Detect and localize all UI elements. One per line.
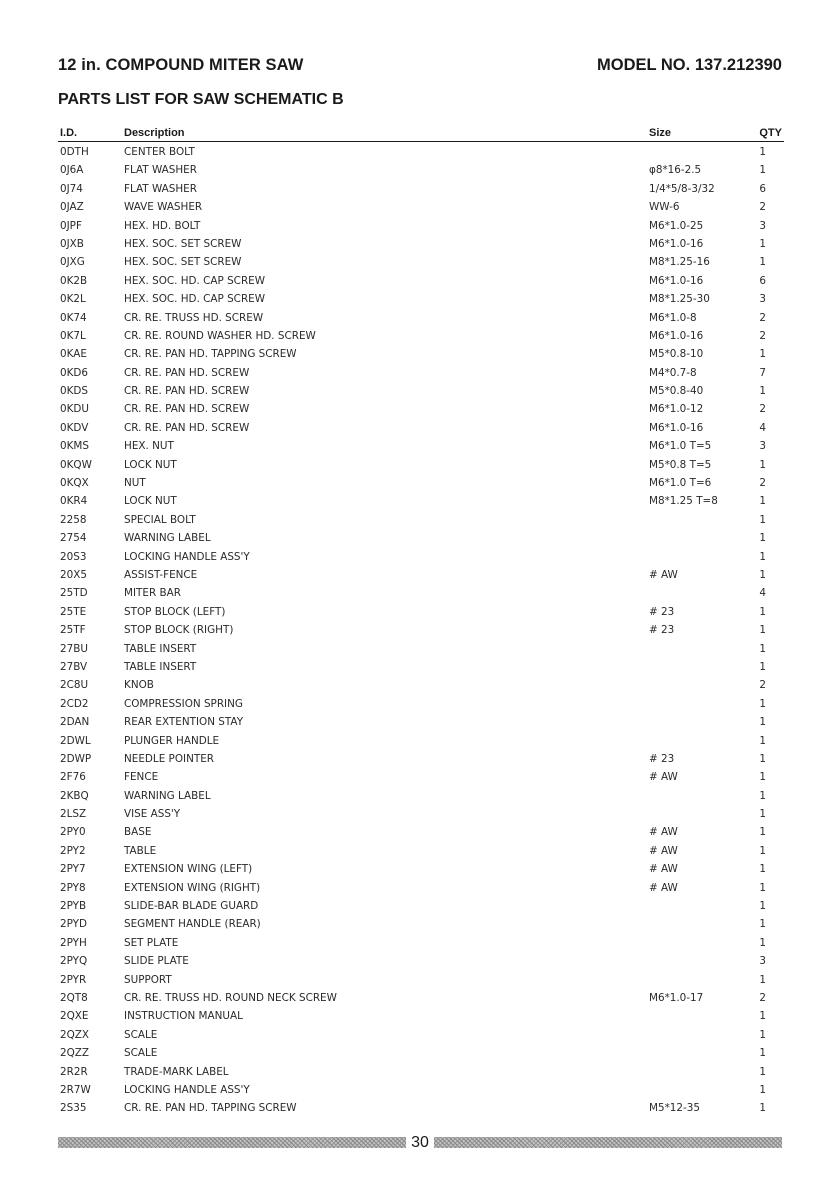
part-id: 2CD2 — [60, 697, 89, 710]
part-id: 20S3 — [60, 550, 87, 563]
part-qty: 1 — [759, 348, 766, 361]
part-size: # AW — [649, 881, 678, 894]
part-qty: 2 — [759, 679, 766, 692]
part-qty: 1 — [759, 146, 766, 158]
table-row — [58, 1007, 784, 1025]
part-qty: 1 — [759, 1083, 766, 1096]
table-row — [58, 952, 784, 970]
table-row — [58, 419, 784, 437]
part-description: HEX. SOC. SET SCREW — [124, 256, 242, 269]
part-id: 2QT8 — [60, 991, 88, 1004]
table-row — [58, 713, 784, 731]
part-size: # AW — [649, 844, 678, 857]
part-description: SUPPORT — [124, 973, 172, 986]
part-size: M4*0.7-8 — [649, 366, 697, 379]
page-footer — [58, 1133, 782, 1153]
part-description: CR. RE. TRUSS HD. ROUND NECK SCREW — [124, 991, 337, 1004]
table-row — [58, 198, 784, 216]
part-description: CR. RE. PAN HD. TAPPING SCREW — [124, 348, 297, 361]
column-header-id: I.D. — [60, 127, 78, 139]
part-description: NEEDLE POINTER — [124, 752, 214, 765]
part-description: CR. RE. PAN HD. SCREW — [124, 403, 250, 416]
part-description: WAVE WASHER — [124, 201, 203, 214]
part-qty: 1 — [759, 789, 766, 802]
part-id: 2PY2 — [60, 844, 86, 857]
part-size: M8*1.25-30 — [649, 293, 710, 306]
part-size: M6*1.0-16 — [649, 274, 704, 287]
part-description: HEX. HD. BOLT — [124, 219, 201, 232]
part-size: M5*0.8-40 — [649, 385, 704, 398]
part-id: 0KDS — [60, 385, 89, 398]
part-description: FENCE — [124, 771, 159, 784]
part-qty: 1 — [759, 550, 766, 563]
part-id: 0J6A — [60, 164, 84, 177]
part-size: M6*1.0-17 — [649, 991, 704, 1004]
part-description: WARNING LABEL — [124, 532, 211, 545]
part-description: WARNING LABEL — [124, 789, 211, 802]
table-row — [58, 456, 784, 474]
part-description: SPECIAL BOLT — [124, 513, 196, 526]
part-description: CR. RE. PAN HD. SCREW — [124, 421, 250, 434]
part-id: 2DWP — [60, 752, 92, 765]
table-row — [58, 860, 784, 878]
part-description: EXTENSION WING (LEFT) — [124, 863, 253, 876]
part-id: 25TF — [60, 624, 86, 637]
part-description: LOCK NUT — [124, 495, 177, 508]
part-size: 1/4*5/8-3/32 — [649, 182, 715, 195]
table-row — [58, 437, 784, 455]
part-description: LOCKING HANDLE ASS'Y — [124, 550, 250, 563]
table-row — [58, 934, 784, 952]
section-title: PARTS LIST FOR SAW SCHEMATIC B — [58, 91, 344, 108]
parts-table — [58, 126, 784, 1118]
part-description: SCALE — [124, 1047, 158, 1060]
table-row — [58, 584, 784, 602]
table-row — [58, 180, 784, 198]
part-qty: 1 — [759, 1010, 766, 1023]
part-size: M6*1.0-12 — [649, 403, 704, 416]
part-qty: 3 — [759, 293, 766, 306]
table-row — [58, 161, 784, 179]
part-description: SLIDE PLATE — [124, 955, 189, 968]
part-id: 2PYR — [60, 973, 87, 986]
part-qty: 3 — [759, 955, 766, 968]
table-row — [58, 989, 784, 1007]
table-row — [58, 566, 784, 584]
part-description: INSTRUCTION MANUAL — [124, 1010, 243, 1023]
part-qty: 2 — [759, 403, 766, 416]
part-qty: 7 — [759, 366, 766, 379]
table-header — [58, 126, 784, 142]
table-row — [58, 621, 784, 639]
part-qty: 1 — [759, 385, 766, 398]
part-id: 0KMS — [60, 440, 89, 453]
part-size: # AW — [649, 568, 678, 581]
table-row — [58, 327, 784, 345]
part-qty: 1 — [759, 900, 766, 913]
part-id: 0K2B — [60, 274, 88, 287]
part-id: 2258 — [60, 513, 87, 526]
part-description: CR. RE. TRUSS HD. SCREW — [124, 311, 264, 324]
part-size: M8*1.25-16 — [649, 256, 710, 269]
table-row — [58, 768, 784, 786]
part-qty: 1 — [759, 771, 766, 784]
model-number: MODEL NO. 137.212390 — [597, 56, 782, 74]
part-size: M6*1.0 T=6 — [649, 477, 712, 490]
part-description: MITER BAR — [124, 587, 181, 600]
part-qty: 1 — [759, 844, 766, 857]
part-description: TRADE-MARK LABEL — [124, 1065, 229, 1078]
part-id: 2PYQ — [60, 955, 88, 968]
part-id: 0K2L — [60, 293, 86, 306]
part-qty: 1 — [759, 660, 766, 673]
table-row — [58, 492, 784, 510]
table-row — [58, 732, 784, 750]
part-id: 0KR4 — [60, 495, 88, 508]
part-id: 0JXB — [60, 237, 84, 250]
table-body — [58, 142, 784, 1118]
part-description: CR. RE. PAN HD. SCREW — [124, 366, 250, 379]
part-qty: 1 — [759, 568, 766, 581]
part-qty: 4 — [759, 421, 766, 434]
part-id: 2PYD — [60, 918, 87, 931]
column-header-size: Size — [649, 127, 672, 139]
part-qty: 6 — [759, 182, 766, 195]
column-header-description: Description — [124, 127, 185, 139]
part-qty: 2 — [759, 201, 766, 214]
part-id: 2F76 — [60, 771, 86, 784]
part-qty: 1 — [759, 624, 766, 637]
part-size: M6*1.0 T=5 — [649, 440, 712, 453]
part-id: 27BV — [60, 660, 88, 673]
table-row — [58, 658, 784, 676]
table-row — [58, 1026, 784, 1044]
part-qty: 1 — [759, 642, 766, 655]
table-row — [58, 364, 784, 382]
part-qty: 1 — [759, 936, 766, 949]
part-qty: 3 — [759, 440, 766, 453]
part-id: 2DAN — [60, 716, 90, 729]
part-qty: 1 — [759, 881, 766, 894]
part-size: # 23 — [649, 752, 675, 765]
part-id: 0K74 — [60, 311, 87, 324]
part-description: TABLE INSERT — [124, 660, 197, 673]
table-row — [58, 971, 784, 989]
part-qty: 1 — [759, 863, 766, 876]
table-row — [58, 805, 784, 823]
table-row — [58, 143, 784, 161]
table-row — [58, 511, 784, 529]
part-id: 0JPF — [60, 219, 82, 232]
part-size: WW-6 — [649, 201, 680, 214]
part-id: 2PY7 — [60, 863, 86, 876]
part-description: BASE — [124, 826, 152, 839]
table-row — [58, 695, 784, 713]
table-row — [58, 750, 784, 768]
part-description: VISE ASS'Y — [124, 808, 181, 821]
part-qty: 1 — [759, 532, 766, 545]
part-id: 2PYB — [60, 900, 87, 913]
table-row — [58, 1081, 784, 1099]
part-qty: 1 — [759, 808, 766, 821]
table-row — [58, 603, 784, 621]
part-description: TABLE INSERT — [124, 642, 197, 655]
table-row — [58, 253, 784, 271]
part-id: 2PYH — [60, 936, 87, 949]
part-qty: 1 — [759, 605, 766, 618]
part-description: ASSIST-FENCE — [124, 568, 198, 581]
part-qty: 2 — [759, 477, 766, 490]
part-id: 0KAE — [60, 348, 87, 361]
part-qty: 1 — [759, 1047, 766, 1060]
part-id: 2KBQ — [60, 789, 89, 802]
part-qty: 1 — [759, 826, 766, 839]
part-description: CR. RE. ROUND WASHER HD. SCREW — [124, 329, 316, 342]
part-description: HEX. SOC. HD. CAP SCREW — [124, 274, 265, 287]
part-id: 2QXE — [60, 1010, 89, 1023]
table-row — [58, 842, 784, 860]
part-qty: 1 — [759, 237, 766, 250]
part-id: 0K7L — [60, 329, 86, 342]
part-size: M5*0.8 T=5 — [649, 458, 712, 471]
part-size: M5*0.8-10 — [649, 348, 704, 361]
part-qty: 2 — [759, 991, 766, 1004]
part-qty: 1 — [759, 458, 766, 471]
part-description: STOP BLOCK (RIGHT) — [124, 624, 234, 637]
part-qty: 1 — [759, 716, 766, 729]
part-description: PLUNGER HANDLE — [124, 734, 220, 747]
part-id: 2754 — [60, 532, 87, 545]
part-description: NUT — [124, 477, 146, 490]
part-qty: 1 — [759, 495, 766, 508]
part-size: # 23 — [649, 605, 675, 618]
part-description: SCALE — [124, 1028, 158, 1041]
table-row — [58, 1063, 784, 1081]
part-id: 2C8U — [60, 679, 89, 692]
part-id: 2R7W — [60, 1083, 91, 1096]
part-description: STOP BLOCK (LEFT) — [124, 605, 226, 618]
table-row — [58, 676, 784, 694]
part-size: # AW — [649, 826, 678, 839]
part-qty: 1 — [759, 697, 766, 710]
part-description: KNOB — [124, 679, 154, 692]
part-id: 2LSZ — [60, 808, 87, 821]
table-row — [58, 787, 784, 805]
part-description: HEX. SOC. HD. CAP SCREW — [124, 293, 265, 306]
table-row — [58, 474, 784, 492]
part-id: 20X5 — [60, 568, 87, 581]
part-description: SLIDE-BAR BLADE GUARD — [124, 900, 259, 913]
page-header — [58, 56, 782, 80]
part-id: 0DTH — [60, 146, 89, 158]
part-id: 27BU — [60, 642, 88, 655]
table-row — [58, 1099, 784, 1117]
table-row — [58, 290, 784, 308]
table-row — [58, 235, 784, 253]
part-id: 0JXG — [60, 256, 85, 269]
part-description: HEX. NUT — [124, 440, 174, 453]
table-row — [58, 272, 784, 290]
part-qty: 6 — [759, 274, 766, 287]
table-row — [58, 897, 784, 915]
part-qty: 1 — [759, 513, 766, 526]
column-header-qty: QTY — [759, 127, 782, 139]
table-row — [58, 823, 784, 841]
part-size: φ8*16-2.5 — [649, 164, 702, 177]
part-id: 0KDU — [60, 403, 90, 416]
part-description: TABLE — [124, 844, 157, 857]
part-size: # 23 — [649, 624, 675, 637]
part-description: CR. RE. PAN HD. SCREW — [124, 385, 250, 398]
part-description: LOCKING HANDLE ASS'Y — [124, 1083, 250, 1096]
part-qty: 1 — [759, 1102, 766, 1115]
part-id: 2QZX — [60, 1028, 90, 1041]
table-row — [58, 217, 784, 235]
part-qty: 1 — [759, 164, 766, 177]
table-row — [58, 345, 784, 363]
table-row — [58, 879, 784, 897]
part-id: 0JAZ — [60, 201, 84, 214]
part-id: 0KD6 — [60, 366, 89, 379]
part-id: 2R2R — [60, 1065, 88, 1078]
table-row — [58, 915, 784, 933]
part-size: # AW — [649, 771, 678, 784]
part-id: 25TD — [60, 587, 88, 600]
part-size: M5*12-35 — [649, 1102, 700, 1115]
part-size: M6*1.0-16 — [649, 421, 704, 434]
part-id: 0KQX — [60, 477, 89, 490]
page-number: 30 — [411, 1134, 429, 1151]
table-row — [58, 400, 784, 418]
part-description: LOCK NUT — [124, 458, 177, 471]
part-size: M6*1.0-25 — [649, 219, 704, 232]
part-description: SET PLATE — [124, 936, 179, 949]
part-qty: 1 — [759, 1065, 766, 1078]
part-id: 2DWL — [60, 734, 91, 747]
part-qty: 1 — [759, 973, 766, 986]
part-qty: 1 — [759, 734, 766, 747]
part-description: SEGMENT HANDLE (REAR) — [124, 918, 261, 931]
part-size: M8*1.25 T=8 — [649, 495, 718, 508]
part-qty: 1 — [759, 1028, 766, 1041]
part-id: 2S35 — [60, 1102, 87, 1115]
part-description: COMPRESSION SPRING — [124, 697, 243, 710]
part-id: 2QZZ — [60, 1047, 90, 1060]
table-row — [58, 640, 784, 658]
part-id: 2PY8 — [60, 881, 86, 894]
part-description: HEX. SOC. SET SCREW — [124, 237, 242, 250]
part-description: FLAT WASHER — [124, 182, 197, 195]
table-row — [58, 309, 784, 327]
part-id: 25TE — [60, 605, 87, 618]
part-qty: 4 — [759, 587, 766, 600]
part-size: M6*1.0-8 — [649, 311, 697, 324]
part-qty: 2 — [759, 329, 766, 342]
part-description: CR. RE. PAN HD. TAPPING SCREW — [124, 1102, 297, 1115]
table-row — [58, 529, 784, 547]
part-qty: 1 — [759, 256, 766, 269]
part-description: CENTER BOLT — [124, 146, 195, 158]
part-description: FLAT WASHER — [124, 164, 197, 177]
part-size: M6*1.0-16 — [649, 329, 704, 342]
table-row — [58, 1044, 784, 1062]
table-row — [58, 382, 784, 400]
document-title: 12 in. COMPOUND MITER SAW — [58, 56, 304, 74]
part-qty: 2 — [759, 311, 766, 324]
part-qty: 3 — [759, 219, 766, 232]
part-description: EXTENSION WING (RIGHT) — [124, 881, 261, 894]
part-description: REAR EXTENTION STAY — [124, 716, 244, 729]
part-id: 0KQW — [60, 458, 92, 471]
part-id: 2PY0 — [60, 826, 86, 839]
part-qty: 1 — [759, 752, 766, 765]
part-size: # AW — [649, 863, 678, 876]
part-id: 0J74 — [60, 182, 83, 195]
table-row — [58, 548, 784, 566]
part-qty: 1 — [759, 918, 766, 931]
part-size: M6*1.0-16 — [649, 237, 704, 250]
part-id: 0KDV — [60, 421, 89, 434]
